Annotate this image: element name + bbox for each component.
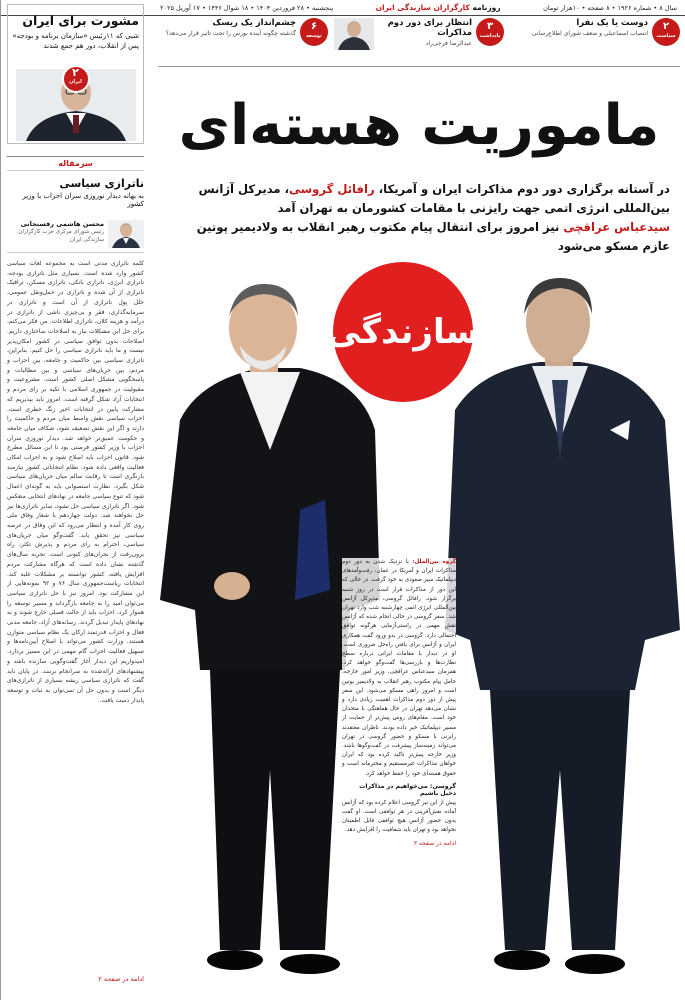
paper-name-main: کارگزاران سازندگی ایران [375, 3, 470, 12]
issue-date: پنجشنبه • ۲۸ فروردین ۱۴۰۴ • ۱۸ شوال ۱۴۴۶ • ۱۷ آوریل ۲۰۲۵ [160, 3, 334, 12]
sidebar-feature-box[interactable] [7, 4, 144, 144]
author-avatar [108, 220, 144, 248]
paper-name [376, 3, 501, 12]
sidebar-feature-lead: شبی که ۱۱رئیس «سازمان برنامه و بودجه» پس از انقلاب، دور هم جمع شدند [12, 32, 139, 50]
lead-story-body [342, 558, 456, 779]
lead-story-lead-in: گروه بین‌الملل: [412, 559, 456, 565]
lead-story-continued-link[interactable]: ادامه در صفحه ۳ [413, 839, 456, 847]
lead-story-text: با نزدیک شدن به دور دوم مذاکرات ایران و آمریکا در عمان، رفت‌وآمدهای دیپلماتیک سیر صعودی به خود گرفت. در حالی که این دور از مذاکرات قرار است در روز شنبه برگزار شود، رافائل گروسی، مدیرکل آژانس بین‌المللی انرژی اتمی چهارشنبه شب وارد تهران شد. سفر گروسی در حالی انجام شده که آژانس نقش مهمی در راستی‌آزمایی هرگونه توافق احتمالی دارد. گروسی در بدو ورود گفت همکاری ایران و آژانس برای یافتن راه‌حل ضروری است. او در دیدار با مقامات ایرانی درباره سطح نظارت‌ها و بازرسی‌ها گفت‌وگو خواهد کرد. همزمان سیدعباس عراقچی، وزیر امور خارجه، حامل پیام مکتوب رهبر انقلاب به ولادیمیر پوتین است و امروز راهی مسکو می‌شود. این سفر پیش از دور دوم مذاکرات اهمیت زیادی دارد و نشان می‌دهد تهران در حال هماهنگی با متحدان خود است. مقام‌های روس پیش‌تر از حمایت از مسیر دیپلماتیک خبر داده بودند. ناظران معتقدند رایزنی با مسکو و حضور گروسی در تهران می‌تواند زمینه‌ساز پیشرفت در گفت‌وگوها باشد. وزیر خارجه پیش‌تر تاکید کرده بود که ایران خواهان مذاکرات غیرمستقیم و محترمانه است و حقوق هسته‌ای خود را حفظ خواهد کرد. [342, 559, 456, 777]
paper-name-prefix: روزنامه [472, 3, 501, 12]
deck-name-grossi: رافائل گروسی [289, 182, 375, 196]
photo-figure-grossi [445, 278, 680, 974]
teaser-3-sub: گذشته چگونه آینده بورس را تحت تاثیر قرار می‌دهد؟ [165, 30, 296, 37]
headline-divider [158, 66, 680, 67]
sidebar-badge-label: ایران [69, 79, 82, 85]
editorial-title[interactable]: ناترازی سیاسی [59, 177, 144, 190]
editorial-kicker: سرمقاله [7, 156, 144, 171]
teaser-1-section: سیاست [656, 33, 676, 39]
teaser-2-badge [476, 18, 504, 46]
teaser-1-badge [652, 18, 680, 46]
sazandegi-logo: سازندگی [333, 262, 473, 402]
teaser-2-title: انتظار برای دور دوم مذاکرات [387, 18, 472, 38]
teaser-3[interactable] [158, 18, 328, 66]
teaser-2-number: ۳ [486, 21, 494, 32]
teaser-2-text [378, 18, 472, 48]
teaser-3-number: ۶ [310, 21, 318, 32]
main-headline[interactable]: ماموریت هسته‌ای [178, 93, 660, 158]
teaser-1-number: ۲ [662, 21, 670, 32]
deck-line2-suffix: نیز امروز برای انتقال پیام مکتوب رهبر انقلاب به ولادیمیر پوتین عازم مسکو می‌شود [196, 220, 670, 253]
deck-name-araghchi: سیدعباس عراقچی [563, 220, 670, 234]
teaser-3-badge [300, 18, 328, 46]
deck-line1-prefix: در آستانه برگزاری دور دوم مذاکرات ایران و آمریکا، [374, 182, 670, 196]
headline-deck [170, 180, 670, 256]
editorial-subtitle: به بهانه دیدار نوروزی سران احزاب با وزیر کشور [22, 192, 144, 208]
teaser-1-title: دوست یا یک نفرا [576, 18, 648, 28]
editorial-body: کلمه ناترازی مدتی است به مجموعه لغات سیاسی کشور وارد شده است. بسیاری مثل ناترازی بودجه، ناترازی انرژی، ناترازی بانکی، ناترازی مسکن، ترافیک ناترازی از آن شده و ناترازی در حمل‌ونقل عمومی، خلل پول ناترازی از آن است و ناترازی در سرمایه‌گذاری، فقر و بی‌چیزی ناشی از ناترازی در درآمد و هزینه کلان، ناترازی اطلاعات. من فکر می‌کنم، برای حل این مشکلات نیاز به اصلاحات ساختاری داریم. اصلاحات بدون توافق سیاسی در کشور امکان‌پذیر نیست و ما باید ناترازی سیاسی را حل کنیم. بنابراین، ناترازی سیاسی بین حاکمیت و جامعه، بین احزاب و مردم، بین جریان‌های سیاسی و بین مطالبات و پاسخگویی مشکل اصلی کشور است. مشروعیت و مقبولیت در جمهوری اسلامی با تکیه بر رای مردم و انتخابات آزاد شکل گرفته است. امروز باید بپذیریم که مشارکت پایین در انتخابات اخیر زنگ خطری است. احزاب سیاسی نقش واسط میان مردم و حاکمیت را دارند و اگر این نقش تضعیف شود، شکاف میان جامعه و حکومت عمیق‌تر خواهد شد. دیدار نوروزی سران احزاب با وزیر کشور فرصتی بود تا این مسائل مطرح شود. قانون احزاب باید اصلاح شود و به احزاب امکان فعالیت واقعی داده شود. نظام انتخاباتی کشور نیازمند بازنگری است تا رقابت سالم میان جریان‌های سیاسی شکل بگیرد. نظارت استصوابی باید به گونه‌ای اعمال شود که تنوع سیاسی جامعه در نهادهای انتخابی منعکس شود. اگر ناترازی سیاسی حل نشود، سایر ناترازی‌ها نیز حل نخواهند شد. دولت چهاردهم با شعار وفاق ملی روی کار آمده و انتظار می‌رود که این وفاق در عرصه سیاسی نیز تحقق یابد. گفت‌وگو میان جریان‌های سیاسی، احترام به رای مردم و پذیرش تکثر، راه برون‌رفت از بحران‌های کنونی است. تجربه سال‌های گذشته نشان داده است که هرگاه مشارکت مردم افزایش یافته، کشور توانسته بر مشکلات غلبه کند. انتخابات ریاست‌جمهوری سال ۷۶ و ۹۲ نمونه‌هایی از این مشارکت بود. امروز نیز با حل ناترازی سیاسی می‌توان امید را به جامعه بازگرداند و مسیر توسعه را هموار کرد. احزاب باید از حالت فصلی خارج شوند و به نهادهای پایدار تبدیل گردند. رسانه‌های آزاد، جامعه مدنی فعال و احزاب قدرتمند ارکان یک نظام سیاسی متوازن هستند. وزارت کشور می‌تواند با اصلاح آیین‌نامه‌ها و تسهیل فعالیت احزاب گام مهمی در این مسیر بردارد. امیدواریم این دیدار آغاز گفت‌وگویی سازنده باشد و پیشنهادهای ارائه‌شده به سرانجام برسد. در پایان باید گفت که ناترازی سیاسی ریشه بسیاری از ناترازی‌های دیگر است و بدون حل آن نمی‌توان به ثبات و توسعه پایدار دست یافت. [7, 260, 144, 704]
sidebar-page-badge [62, 65, 90, 93]
editorial-author [7, 220, 144, 253]
teaser-3-section: توسعه [306, 33, 322, 39]
author-role: رئیس شورای مرکزی حزب کارگزاران سازندگی ایران [18, 229, 104, 243]
sidebar [0, 0, 150, 1000]
lead-story-sub-body: پیش از این نیز گروسی اعلام کرده بود که آژانس آماده نقش‌آفرینی در هر توافقی است. او گفت بدون حضور آژانس هیچ توافقی قابل اطمینان نخواهد بود و تهران باید شفافیت را افزایش دهد. [342, 799, 456, 834]
teaser-2[interactable] [334, 18, 504, 66]
deck-line1-suffix: ، مدیرکل آژانس بین‌المللی انرژی اتمی جهت رایزنی با مقامات کشورمان به تهران آمد [198, 182, 670, 215]
teaser-3-text [158, 18, 296, 38]
editorial-continued-link[interactable]: ادامه در صفحه ۲ [98, 975, 144, 983]
teaser-bar [158, 18, 680, 66]
teaser-2-section: یادداشت [479, 33, 501, 39]
sidebar-feature-title: مشورت برای ایران [22, 13, 139, 28]
sidebar-badge-number: ۲ [72, 66, 79, 79]
teaser-1-sub: انتصاب اسماعیلی و ضعف شورای اطلاع‌رسانی [531, 30, 648, 37]
teaser-1-text [510, 18, 648, 38]
lead-story [342, 558, 456, 988]
author-name: محسن هاشمی رفسنجانی [20, 220, 104, 228]
issue-info: سال ۸ • شماره ۱۹۲۶ • ۸ صفحه • ۱۰هزار تومان [543, 3, 677, 12]
teaser-2-thumbnail [334, 18, 374, 50]
teaser-2-sub: عبدالرضا فرجی‌راد [425, 40, 472, 47]
teaser-3-title: چشم‌انداز یک ریسک [212, 18, 296, 28]
teaser-1[interactable] [510, 18, 680, 66]
lead-story-subheading: گروسی: می‌خواهیم در مذاکرات دخیل باشیم [359, 782, 456, 797]
